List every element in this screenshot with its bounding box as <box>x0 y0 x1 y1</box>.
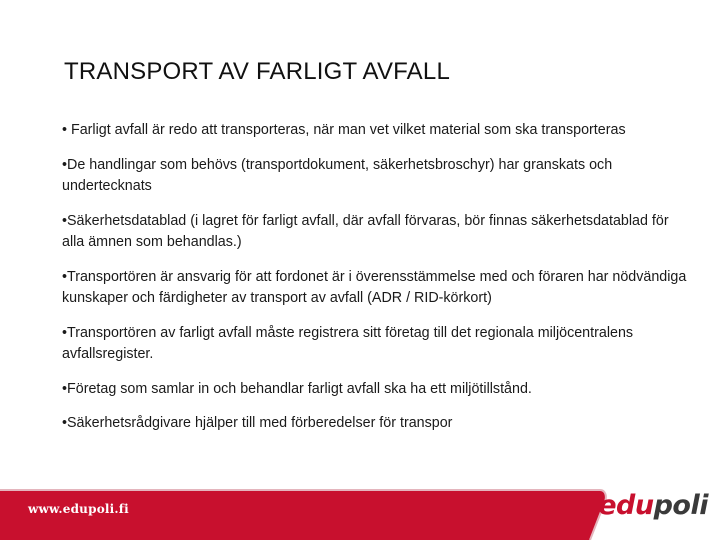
logo-text-poli: poli <box>653 490 708 521</box>
bullet-item: • Farligt avfall är redo att transporteras, när man vet vilket material som ska transporteras <box>62 122 626 138</box>
footer-url-link[interactable]: www.edupoli.fi <box>28 502 129 516</box>
bullet-item: •Transportören av farligt avfall måste registrera sitt företag till det regionala miljöcentralens avfallsregister. <box>62 325 634 362</box>
edupoli-logo <box>598 490 708 521</box>
bullet-item: •De handlingar som behövs (transportdokument, säkerhetsbroschyr) har granskats och undertecknats <box>62 157 613 194</box>
bullet-item: •Säkerhetsdatablad (i lagret för farligt avfall, där avfall förvaras, bör finnas säkerhetsdatablad för alla ämnen som behandlas.) <box>62 213 669 250</box>
bullet-item: •Säkerhetsrådgivare hjälper till med förberedelser för transpor <box>62 415 453 431</box>
bullet-item: •Företag som samlar in och behandlar farligt avfall ska ha ett miljötillstånd. <box>62 381 532 397</box>
footer-bar <box>0 482 720 540</box>
slide-title: TRANSPORT AV FARLIGT AVFALL <box>64 58 450 85</box>
bullet-item: •Transportören är ansvarig för att fordonet är i överensstämmelse med och föraren har nödvändiga kunskaper och färdigheter av transport av avfall (ADR / RID-körkort) <box>62 269 687 306</box>
bullet-list <box>62 120 692 447</box>
logo-text-edu: edu <box>598 490 654 521</box>
